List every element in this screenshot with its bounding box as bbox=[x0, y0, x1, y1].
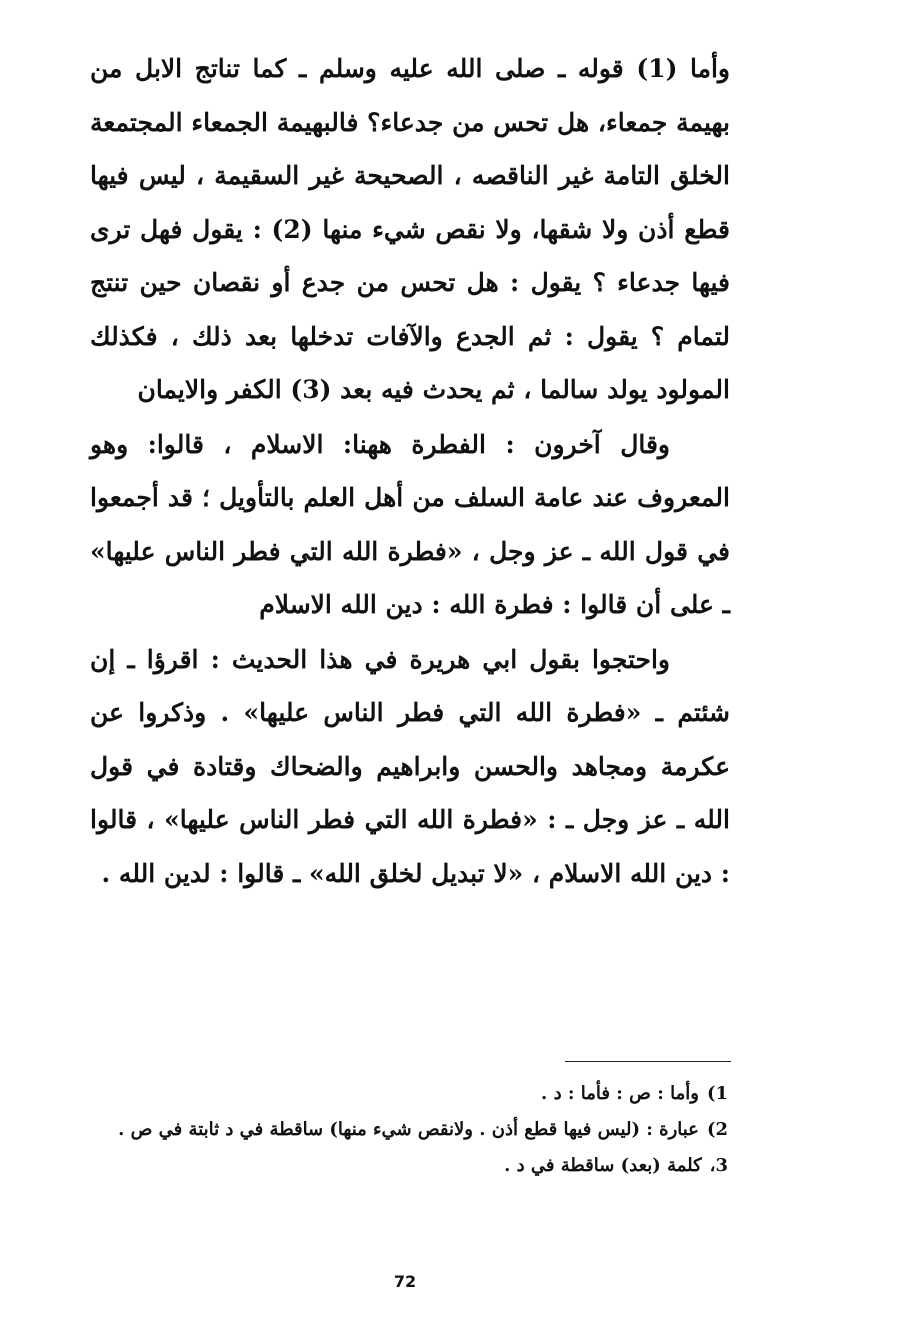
footnotes bbox=[88, 1076, 728, 1184]
footnote-text: كلمة (بعد) ساقطة في د . bbox=[504, 1155, 702, 1176]
footnote-1 bbox=[88, 1076, 728, 1112]
footnote-number: 2) bbox=[706, 1119, 728, 1140]
footnote-text: عبارة : (ليس فيها قطع أذن . ولانقص شيء منها) ساقطة في د ثابتة في ص . bbox=[118, 1119, 699, 1140]
paragraph-2: وقال آخرون : الفطرة ههنا: الاسلام ، قالوا: وهو المعروف عند عامة السلف من أهل العلم بالتأويل ؛ قد أجمعوا في قول الله ـ عز وجل ، «فطرة الله التي فطر الناس عليها» ـ على أن قالوا : فطرة الله : دين الله الاسلام bbox=[90, 429, 730, 619]
paragraph-1: وأما (1) قوله ـ صلى الله عليه وسلم ـ كما تناتج الابل من بهيمة جمعاء، هل تحس من جدعاء؟ فالبهيمة الجمعاء المجتمعة الخلق التامة غير الناقصه ، الصحيحة غير السقيمة ، ليس فيها قطع أذن ولا شقها، ولا نقص شيء منها (2) : يقول فهل ترى فيها جدعاء ؟ يقول : هل تحس من جدع أو نقصان حين تنتج لتمام ؟ يقول : ثم الجدع والآفات تدخلها بعد ذلك ، فكذلك المولود يولد سالما ، ثم يحدث فيه بعد (3) الكفر والايمان bbox=[90, 54, 731, 404]
footnote-text: وأما : ص : فأما : د . bbox=[541, 1083, 699, 1104]
main-text bbox=[90, 42, 730, 900]
footnote-number: 1) bbox=[706, 1083, 728, 1104]
footnote-number: 3، bbox=[709, 1155, 728, 1176]
paragraph-3: واحتجوا بقول ابي هريرة في هذا الحديث : اقرؤا ـ إن شئتم ـ «فطرة الله التي فطر الناس عليها» . وذكروا عن عكرمة ومجاهد والحسن وابراهيم والضحاك وقتادة في قول الله ـ عز وجل ـ : «فطرة الله التي فطر الناس عليها» ، قالوا : دين الله الاسلام ، «لا تبديل لخلق الله» ـ قالوا : لدين الله . bbox=[90, 644, 730, 888]
footnote-divider bbox=[565, 1061, 731, 1062]
page-number: 72 bbox=[393, 1272, 417, 1291]
footnote-2 bbox=[88, 1112, 728, 1148]
footnote-3 bbox=[88, 1148, 728, 1184]
